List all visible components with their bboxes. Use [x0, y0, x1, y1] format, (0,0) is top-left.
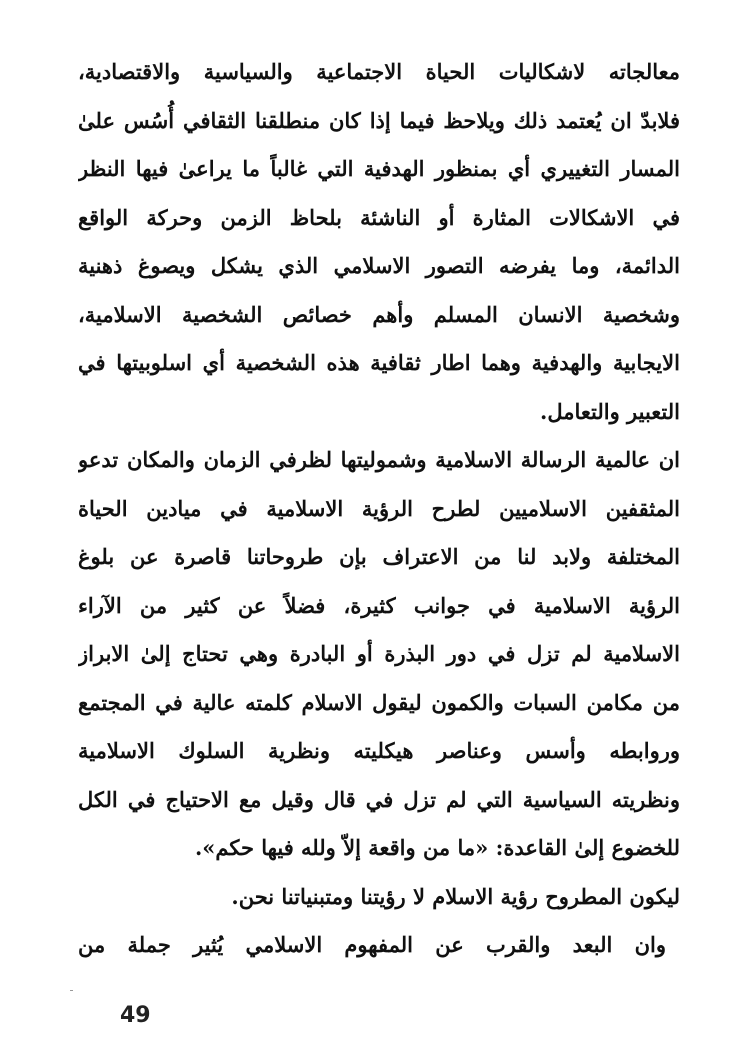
text-line: الدائمة، وما يفرضه التصور الاسلامي الذي يشكل ويصوغ ذهنية	[78, 253, 680, 278]
text-line: الايجابية والهدفية وهما اطار ثقافية هذه الشخصية أي اسلوبيتها في	[78, 350, 680, 375]
text-line: للخضوع إلىٰ القاعدة: «ما من واقعة إلاّ ولله فيها حكم».	[194, 835, 680, 860]
text-line: وشخصية الانسان المسلم وأهم خصائص الشخصية الاسلامية،	[78, 301, 680, 327]
text-line: ان عالمية الرسالة الاسلامية وشموليتها لظرفي الزمان والمكان تدعو	[78, 447, 680, 472]
text-line: الاسلامية لم تزل في دور البذرة أو البادرة وهي تحتاج إلىٰ الابراز	[78, 641, 680, 666]
text-line: معالجاته لاشكاليات الحياة الاجتماعية والسياسية والاقتصادية،	[78, 59, 680, 84]
text-line: ونظريته السياسية التي لم تزل في قال وقيل مع الاحتياج في الكل	[78, 786, 680, 812]
text-line: المثقفين الاسلاميين لطرح الرؤية الاسلامية في ميادين الحياة	[78, 495, 680, 521]
text-line: في الاشكالات المثارة أو الناشئة بلحاظ الزمن وحركة الواقع	[78, 204, 680, 230]
text-line: الرؤية الاسلامية في جوانب كثيرة، فضلاً عن كثير من الآراء	[78, 592, 680, 618]
text-line: من مكامن السبات والكمون ليقول الاسلام كلمته عالية في المجتمع	[78, 689, 680, 715]
body-text	[78, 48, 680, 970]
text-line: ليكون المطروح رؤية الاسلام لا رؤيتنا ومتبنياتنا نحن.	[231, 883, 680, 909]
text-line: فلابدّ ان يُعتمد ذلك ويلاحظ فيما إذا كان منطلقنا الثقافي أُسُس علىٰ	[78, 107, 680, 133]
text-line: وروابطه وأسس وعناصر هيكليته ونظرية السلوك الاسلامية	[78, 738, 680, 763]
scan-speck	[70, 990, 73, 991]
text-line: التعبير والتعامل.	[540, 398, 680, 424]
text-line: المسار التغييري أي بمنظور الهدفية التي غالباً ما يراعىٰ فيها النظر	[78, 156, 680, 181]
page-number: 49	[120, 1003, 151, 1028]
text-line: وان البعد والقرب عن المفهوم الاسلامي يُثير جملة من	[78, 932, 666, 957]
text-line: المختلفة ولابد لنا من الاعتراف بإن طروحاتنا قاصرة عن بلوغ	[78, 544, 680, 569]
